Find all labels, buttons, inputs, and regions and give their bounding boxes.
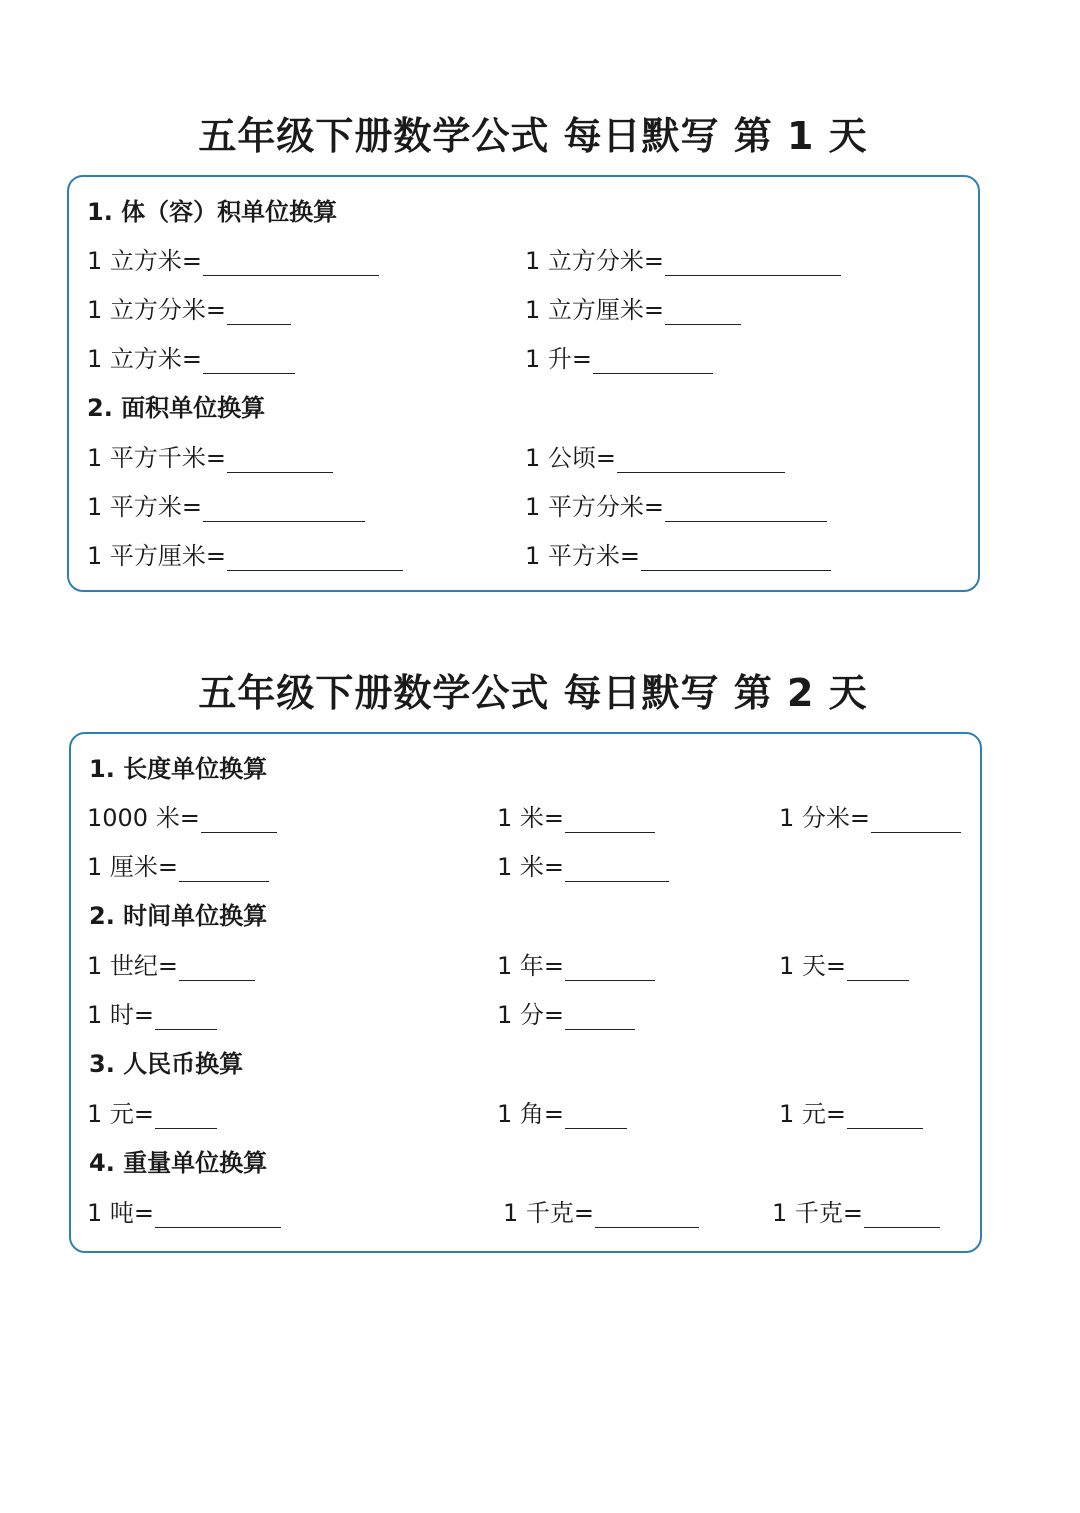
day2-s1-item-5: 1 米= bbox=[497, 852, 669, 882]
day2-section1-heading: 1. 长度单位换算 bbox=[89, 755, 268, 783]
answer-blank[interactable] bbox=[641, 548, 831, 571]
day1-section2-heading: 2. 面积单位换算 bbox=[87, 394, 266, 422]
answer-blank[interactable] bbox=[227, 302, 291, 325]
day1-s1-item-6: 1 升= bbox=[525, 344, 713, 374]
answer-blank[interactable] bbox=[203, 351, 295, 374]
answer-blank[interactable] bbox=[155, 1205, 281, 1228]
answer-blank[interactable] bbox=[665, 499, 827, 522]
day1-s2-item-2: 1 公顷= bbox=[525, 443, 785, 473]
day2-s3-item-3: 1 元= bbox=[779, 1099, 923, 1129]
answer-blank[interactable] bbox=[617, 450, 785, 473]
day2-section2-heading: 2. 时间单位换算 bbox=[89, 902, 268, 930]
day2-s1-item-4: 1 厘米= bbox=[87, 852, 269, 882]
day1-s2-item-6: 1 平方米= bbox=[525, 541, 831, 571]
day2-s2-item-4: 1 时= bbox=[87, 1000, 217, 1030]
day2-s3-item-1: 1 元= bbox=[87, 1099, 217, 1129]
answer-blank[interactable] bbox=[864, 1205, 940, 1228]
day1-s1-item-1: 1 立方米= bbox=[87, 246, 379, 276]
answer-blank[interactable] bbox=[203, 499, 365, 522]
answer-blank[interactable] bbox=[847, 1106, 923, 1129]
day2-s3-item-2: 1 角= bbox=[497, 1099, 627, 1129]
answer-blank[interactable] bbox=[565, 1007, 635, 1030]
day1-s1-item-3: 1 立方分米= bbox=[87, 295, 291, 325]
day2-s1-item-1: 1000 米= bbox=[87, 803, 277, 833]
day1-s2-item-4: 1 平方分米= bbox=[525, 492, 827, 522]
day2-s4-item-1: 1 吨= bbox=[87, 1198, 281, 1228]
answer-blank[interactable] bbox=[847, 958, 909, 981]
day2-s2-item-2: 1 年= bbox=[497, 951, 655, 981]
day2-s2-item-1: 1 世纪= bbox=[87, 951, 255, 981]
answer-blank[interactable] bbox=[565, 958, 655, 981]
day1-s2-item-5: 1 平方厘米= bbox=[87, 541, 403, 571]
day2-section4-heading: 4. 重量单位换算 bbox=[89, 1149, 268, 1177]
answer-blank[interactable] bbox=[565, 1106, 627, 1129]
day1-title: 五年级下册数学公式 每日默写 第 1 天 bbox=[198, 114, 868, 158]
answer-blank[interactable] bbox=[565, 810, 655, 833]
day2-s4-item-3: 1 千克= bbox=[772, 1198, 940, 1228]
answer-blank[interactable] bbox=[155, 1106, 217, 1129]
day2-s1-item-3: 1 分米= bbox=[779, 803, 961, 833]
answer-blank[interactable] bbox=[593, 351, 713, 374]
day1-section1-heading: 1. 体（容）积单位换算 bbox=[87, 198, 338, 226]
answer-blank[interactable] bbox=[595, 1205, 699, 1228]
day2-box bbox=[69, 732, 982, 1253]
day1-s1-item-4: 1 立方厘米= bbox=[525, 295, 741, 325]
day1-box bbox=[67, 175, 980, 592]
day1-s1-item-2: 1 立方分米= bbox=[525, 246, 841, 276]
answer-blank[interactable] bbox=[203, 253, 379, 276]
day2-s2-item-5: 1 分= bbox=[497, 1000, 635, 1030]
day2-s2-item-3: 1 天= bbox=[779, 951, 909, 981]
day2-s1-item-2: 1 米= bbox=[497, 803, 655, 833]
answer-blank[interactable] bbox=[665, 253, 841, 276]
answer-blank[interactable] bbox=[871, 810, 961, 833]
day1-s2-item-1: 1 平方千米= bbox=[87, 443, 333, 473]
answer-blank[interactable] bbox=[665, 302, 741, 325]
day2-s4-item-2: 1 千克= bbox=[503, 1198, 699, 1228]
answer-blank[interactable] bbox=[565, 859, 669, 882]
day1-s2-item-3: 1 平方米= bbox=[87, 492, 365, 522]
answer-blank[interactable] bbox=[179, 958, 255, 981]
day1-s1-item-5: 1 立方米= bbox=[87, 344, 295, 374]
answer-blank[interactable] bbox=[179, 859, 269, 882]
answer-blank[interactable] bbox=[227, 450, 333, 473]
day2-section3-heading: 3. 人民币换算 bbox=[89, 1050, 244, 1078]
day2-title: 五年级下册数学公式 每日默写 第 2 天 bbox=[198, 671, 868, 715]
answer-blank[interactable] bbox=[155, 1007, 217, 1030]
answer-blank[interactable] bbox=[201, 810, 277, 833]
answer-blank[interactable] bbox=[227, 548, 403, 571]
